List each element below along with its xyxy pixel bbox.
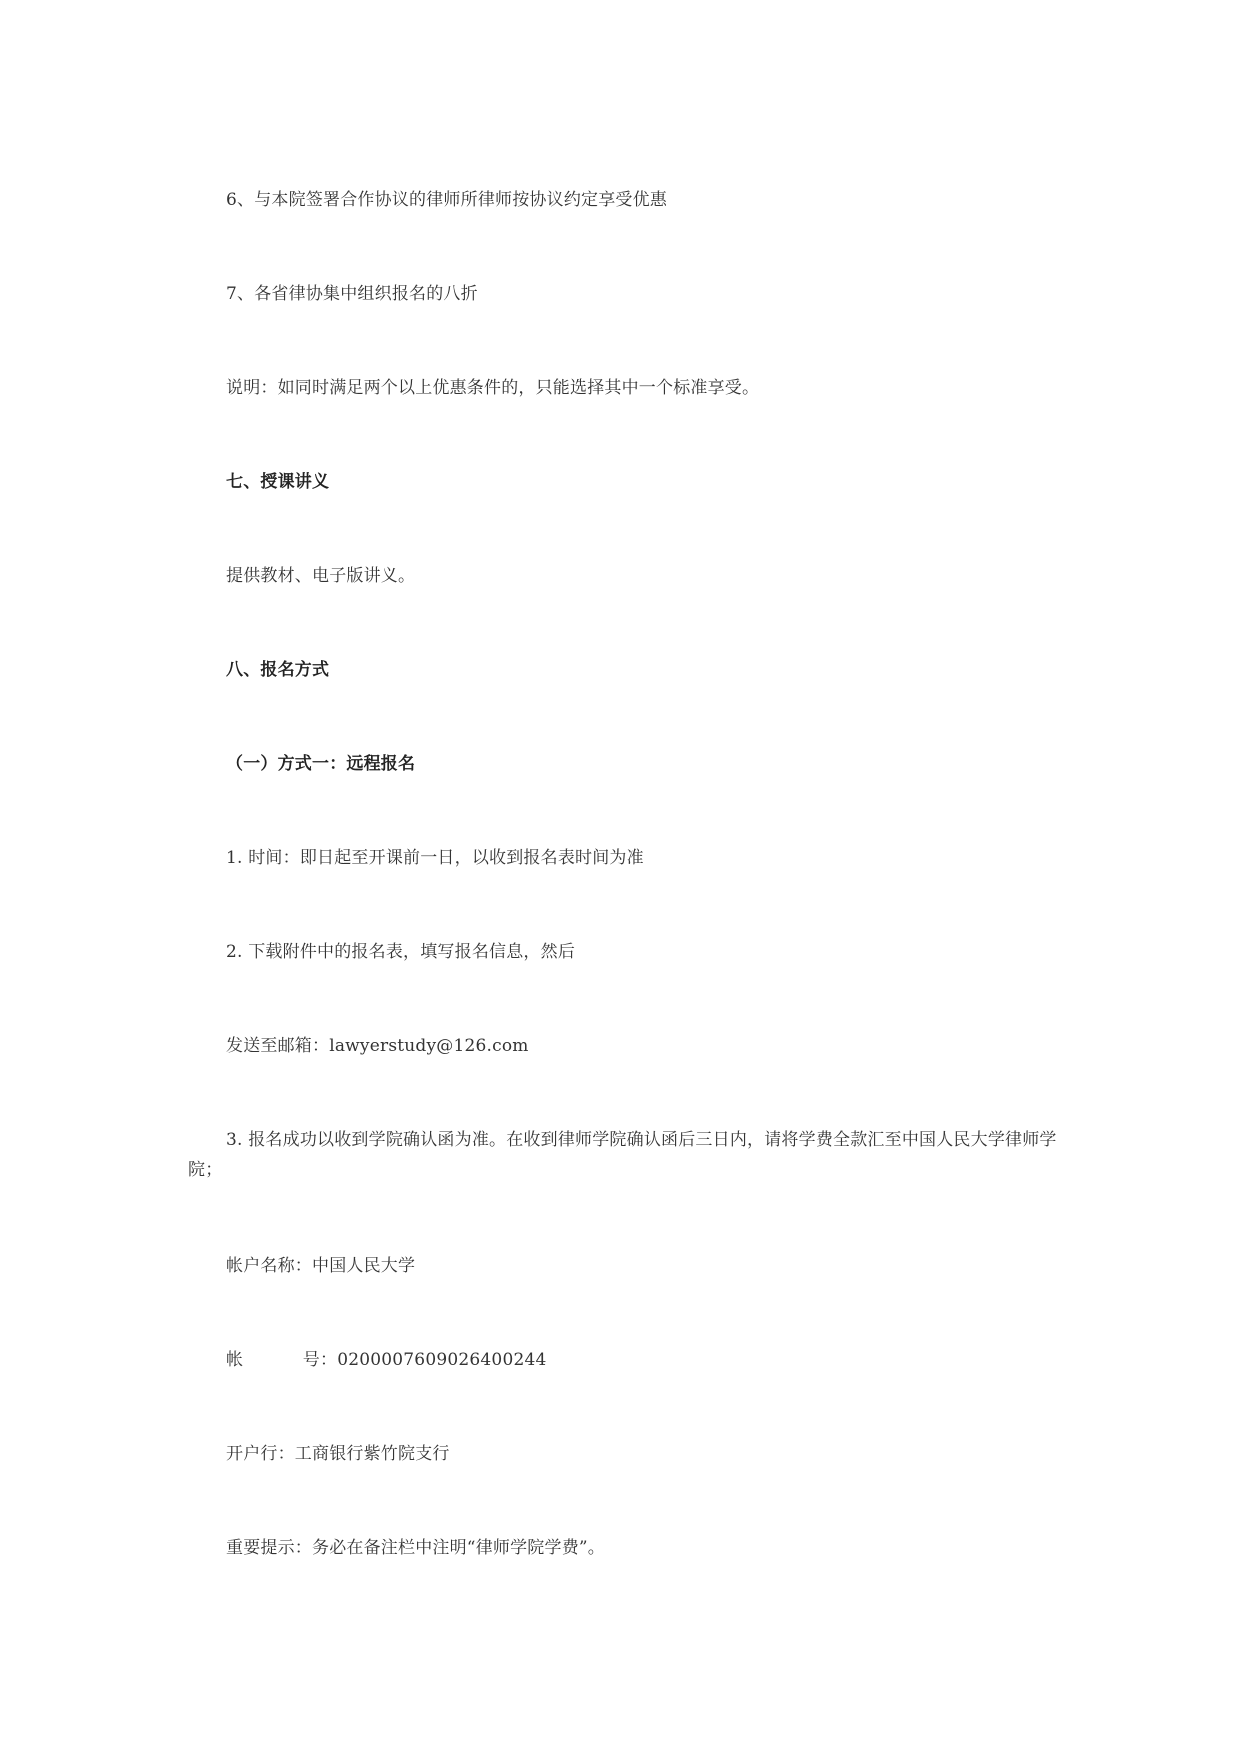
discount-note: 说明：如同时满足两个以上优惠条件的，只能选择其中一个标准享受。	[226, 378, 760, 398]
registration-item-2: 2. 下载附件中的报名表，填写报名信息，然后	[226, 942, 576, 962]
account-number-label: 帐 号	[226, 1350, 320, 1370]
discount-item-7: 7、各省律协集中组织报名的八折	[226, 284, 478, 304]
discount-item-6: 6、与本院签署合作协议的律师所律师按协议约定享受优惠	[226, 190, 668, 210]
email-line: 发送至邮箱：lawyerstudy@126.com	[226, 1036, 529, 1056]
section-7-body: 提供教材、电子版讲义。	[226, 566, 416, 586]
bank-name: 开户行：工商银行紫竹院支行	[226, 1444, 450, 1464]
account-number	[226, 1349, 547, 1371]
section-8-subheading: （一）方式一：远程报名	[226, 754, 416, 774]
important-notice: 重要提示：务必在备注栏中注明“律师学院学费”。	[226, 1538, 605, 1558]
section-7-heading: 七、授课讲义	[226, 472, 330, 492]
registration-item-3: 3. 报名成功以收到学院确认函为准。在收到律师学院确认函后三日内，请将学费全款汇至中国人民大学律师学院；	[188, 1130, 1057, 1180]
registration-item-1: 1. 时间：即日起至开课前一日，以收到报名表时间为准	[226, 848, 644, 868]
account-name: 帐户名称：中国人民大学	[226, 1256, 416, 1276]
account-number-value: ：0200007609026400244	[320, 1350, 547, 1370]
section-8-heading: 八、报名方式	[226, 660, 330, 680]
